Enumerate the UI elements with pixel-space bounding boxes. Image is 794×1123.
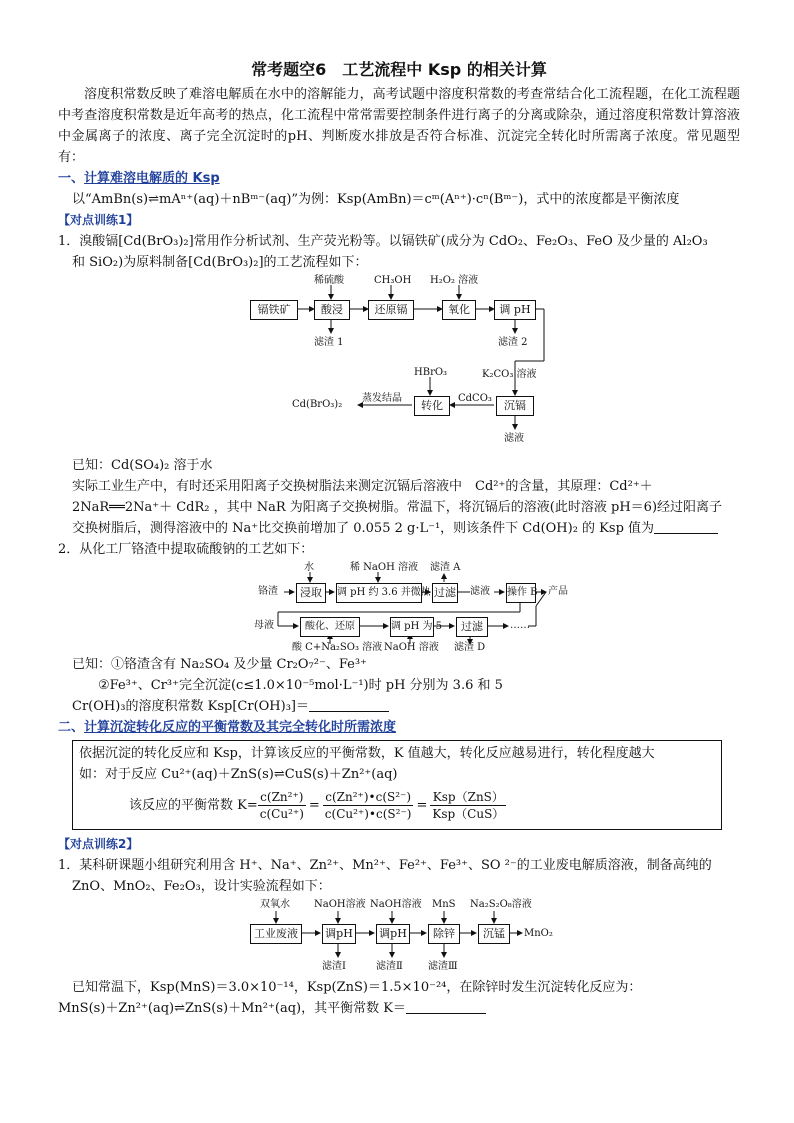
q1-stem-line2: 和 SiO₂)为原料制备[Cd(BrO₃)₂]的工艺流程如下： — [72, 255, 368, 270]
box2-fraction-2 — [323, 789, 414, 822]
q3-residue-3: 滤渣Ⅲ — [428, 961, 458, 972]
q2-box-filter-1: 过滤 — [432, 583, 458, 603]
q1-box-precip-cd: 沉镉 — [496, 396, 534, 416]
q3-ask — [58, 998, 740, 1019]
q3-reagent-mns: MnS — [432, 899, 456, 910]
q1-reagent-h2so4: 稀硫酸 — [314, 275, 344, 286]
q3-product-mno2: MnO₂ — [524, 928, 553, 939]
q2-box-adjust-ph-36: 调 pH 约 3.6 并微热 — [336, 583, 422, 603]
q2-label-ellipsis: …… — [510, 620, 530, 631]
q3-stem-line1: 1．某科研课题小组研究利用含 H⁺、Na⁺、Zn²⁺、Mn²⁺、Fe²⁺、Fe³⁺、SO ²⁻的工业废电解质溶液，制备高纯的 — [58, 858, 712, 873]
q1-reagent-ch3oh: CH₃OH — [374, 275, 412, 286]
box2-line2: 如：对于反应 Cu²⁺(aq)＋ZnS(s)⇌CuS(s)＋Zn²⁺(aq) — [79, 767, 398, 782]
q1-text-line3-content: 交换树脂后，测得溶液中的 Na⁺比交换前增加了 0.055 2 g·L⁻¹，则该条件下 Cd(OH)₂ 的 Ksp 值为 — [72, 521, 655, 536]
q2-ask-content: Cr(OH)₃的溶度积常数 Ksp[Cr(OH)₃]＝ — [72, 699, 310, 714]
q3-reagent-naoh-1: NaOH溶液 — [314, 899, 366, 910]
box2-formula-prefix: 该反应的平衡常数 K= — [129, 797, 258, 813]
q2-label-product: 产品 — [548, 586, 568, 597]
section-1-title: 计算难溶电解质的 Ksp — [84, 171, 220, 186]
q2-label-acid-c: 酸 C+Na₂SO₃ 溶液 — [292, 642, 383, 653]
q2-ask — [58, 696, 740, 717]
q1-text-line3 — [58, 518, 740, 539]
box2-fraction-1 — [258, 789, 306, 822]
box2-line1: 依据沉淀的转化反应和 Ksp，计算该反应的平衡常数，K 值越大，转化反应越易进行，转化程度越大 — [79, 746, 655, 761]
section-2-number: 二、 — [58, 720, 85, 735]
q2-answer-blank[interactable] — [309, 697, 389, 712]
box2-fraction-1-den: c(Cu²⁺) — [259, 806, 304, 821]
q1-box-acid-leach: 酸浸 — [314, 300, 350, 320]
box2-fraction-2-num: c(Zn²⁺)•c(S²⁻) — [323, 789, 414, 806]
q3-reagent-na2s2o8: Na₂S₂O₈溶液 — [470, 899, 532, 910]
q2-box-filter-2: 过滤 — [456, 617, 488, 637]
q3-ask-content: MnS(s)＋Zn²⁺(aq)⇌ZnS(s)＋Mn²⁺(aq)，其平衡常数 K＝ — [58, 1001, 406, 1016]
q2-label-filtrate: 滤液 — [470, 586, 490, 597]
q1-label-evaporate: 蒸发结晶 — [362, 393, 402, 404]
q2-label-mother-liquor: 母液 — [254, 620, 274, 631]
q2-label-residue-d: 滤渣 D — [454, 642, 486, 653]
q1-residue-2: 滤渣 2 — [498, 337, 528, 348]
q3-box-precip-mn: 沉锰 — [478, 924, 510, 944]
q3-known: 已知常温下，Ksp(MnS)＝3.0×10⁻¹⁴，Ksp(ZnS)＝1.5×10⁻²⁴，在除锌时发生沉淀转化反应为： — [72, 980, 642, 995]
q1-known: 已知：Cd(SO₄)₂ 溶于水 — [72, 458, 213, 473]
q1-stem-line1: 1．溴酸镉[Cd(BrO₃)₂]常用作分析试剂、生产荧光粉等。以镉铁矿(成分为 CdO₂、Fe₂O₃、FeO 及少量的 Al₂O₃ — [58, 234, 708, 249]
section-1-number: 一、 — [58, 171, 85, 186]
q2-known-2: ②Fe³⁺、Cr³⁺完全沉淀(c≤1.0×10⁻⁵mol·L⁻¹)时 pH 分别为 3.6 和 5 — [98, 678, 503, 693]
section-2-heading — [58, 717, 740, 738]
q3-residue-1: 滤渣Ⅰ — [322, 961, 346, 972]
q3-box-waste-liquid: 工业废液 — [250, 924, 302, 944]
q1-answer-blank[interactable] — [654, 519, 718, 534]
q1-reagent-h2o2: H₂O₂ 溶液 — [430, 275, 479, 286]
q1-box-convert: 转化 — [414, 396, 450, 416]
drill-1-heading: 【对点训练1】 — [58, 213, 139, 227]
document-page — [58, 52, 740, 1019]
box2-fraction-3-num: Ksp（ZnS） — [430, 789, 506, 806]
q2-label-water: 水 — [304, 562, 314, 573]
box2-equals-1: = — [308, 797, 320, 813]
q1-label-cdco3: CdCO₃ — [458, 393, 492, 404]
page-title: 常考题空6 工艺流程中 Ksp 的相关计算 — [251, 60, 547, 79]
q3-flowchart — [58, 899, 740, 975]
q2-box-leach: 浸取 — [296, 583, 326, 603]
section-2-info-box — [72, 740, 722, 830]
section-1-formula-line: 以“AmBn(s)⇌mAⁿ⁺(aq)＋nBᵐ⁻(aq)”为例：Ksp(AmBn)＝cᵐ(Aⁿ⁺)·cⁿ(Bᵐ⁻)，式中的浓度都是平衡浓度 — [72, 192, 680, 207]
q3-box-adjust-ph-1: 调pH — [322, 924, 356, 944]
box2-formula — [79, 785, 715, 825]
q2-label-naoh: 稀 NaOH 溶液 — [350, 562, 418, 573]
q3-box-adjust-ph-2: 调pH — [376, 924, 410, 944]
box2-equals-2: = — [416, 797, 428, 813]
q1-text-line2: 2NaR══2Na⁺＋ CdR₂ ，其中 NaR 为阳离子交换树脂。常温下，将沉镉后的溶液(此时溶液 pH＝6)经过阳离子 — [72, 500, 723, 515]
q3-stem-line2: ZnO、MnO₂、Fe₂O₃，设计实验流程如下： — [72, 879, 331, 894]
box2-fraction-3-den: Ksp（CuS） — [432, 806, 505, 821]
q2-stem: 2．从化工厂铬渣中提取硫酸钠的工艺如下： — [58, 542, 314, 557]
q2-flowchart — [58, 562, 740, 652]
drill-2-heading: 【对点训练2】 — [58, 837, 139, 851]
q1-reagent-k2co3: K₂CO₃ 溶液 — [482, 369, 537, 380]
q2-label-naoh-2: NaOH 溶液 — [384, 642, 439, 653]
intro-paragraph: 溶度积常数反映了难溶电解质在水中的溶解能力，高考试题中溶度积常数的考查常结合化工流程题，在化工流程题中考查溶度积常数是近年高考的热点，化工流程中常常需要控制条件进行离子的分离或除杂，通过溶度积常数计算溶液中金属离子的浓度、离子完全沉淀时的pH、判断废水排放是否符合标准、沉淀完全转化时所需离子浓度。常见题型有： — [58, 87, 740, 165]
q1-reagent-hbro3: HBrO₃ — [414, 367, 448, 378]
q2-flow-arrows — [58, 562, 740, 652]
q1-flowchart — [58, 275, 740, 453]
q3-reagent-h2o2: 双氧水 — [260, 899, 290, 910]
section-2-title: 计算沉淀转化反应的平衡常数及其完全转化时所需浓度 — [84, 720, 397, 735]
q3-answer-blank[interactable] — [406, 999, 486, 1014]
box2-fraction-3 — [430, 789, 506, 822]
q1-residue-1: 滤渣 1 — [314, 337, 344, 348]
q1-filtrate: 滤液 — [504, 433, 524, 444]
q2-box-acidify-reduce: 酸化、还原 — [300, 617, 360, 637]
box2-fraction-1-num: c(Zn²⁺) — [258, 789, 306, 806]
q3-box-remove-zinc: 除锌 — [428, 924, 460, 944]
q2-box-operation-b: 操作 B — [506, 583, 536, 603]
q1-box-ore: 镉铁矿 — [250, 300, 298, 320]
q2-box-adjust-ph-5: 调 pH 为 5 — [390, 617, 434, 637]
q2-label-chrome-slag: 铬渣 — [258, 586, 278, 597]
q1-box-reduce-cd: 还原镉 — [368, 300, 414, 320]
q1-label-product: Cd(BrO₃)₂ — [292, 399, 343, 410]
q2-label-residue-a: 滤渣 A — [430, 562, 461, 573]
q1-box-oxidize: 氧化 — [442, 300, 476, 320]
q2-known-1: 已知：①铬渣含有 Na₂SO₄ 及少量 Cr₂O₇²⁻、Fe³⁺ — [72, 657, 367, 672]
q1-box-adjust-ph: 调 pH — [494, 300, 536, 320]
q3-residue-2: 滤渣Ⅱ — [376, 961, 403, 972]
section-1-heading — [58, 168, 740, 189]
q1-text-line1: 实际工业生产中，有时还采用阳离子交换树脂法来测定沉镉后溶液中 Cd²⁺的含量，其原理：Cd²⁺＋ — [72, 479, 653, 494]
box2-fraction-2-den: c(Cu²⁺)•c(S²⁻) — [324, 806, 412, 821]
q3-reagent-naoh-2: NaOH溶液 — [370, 899, 422, 910]
